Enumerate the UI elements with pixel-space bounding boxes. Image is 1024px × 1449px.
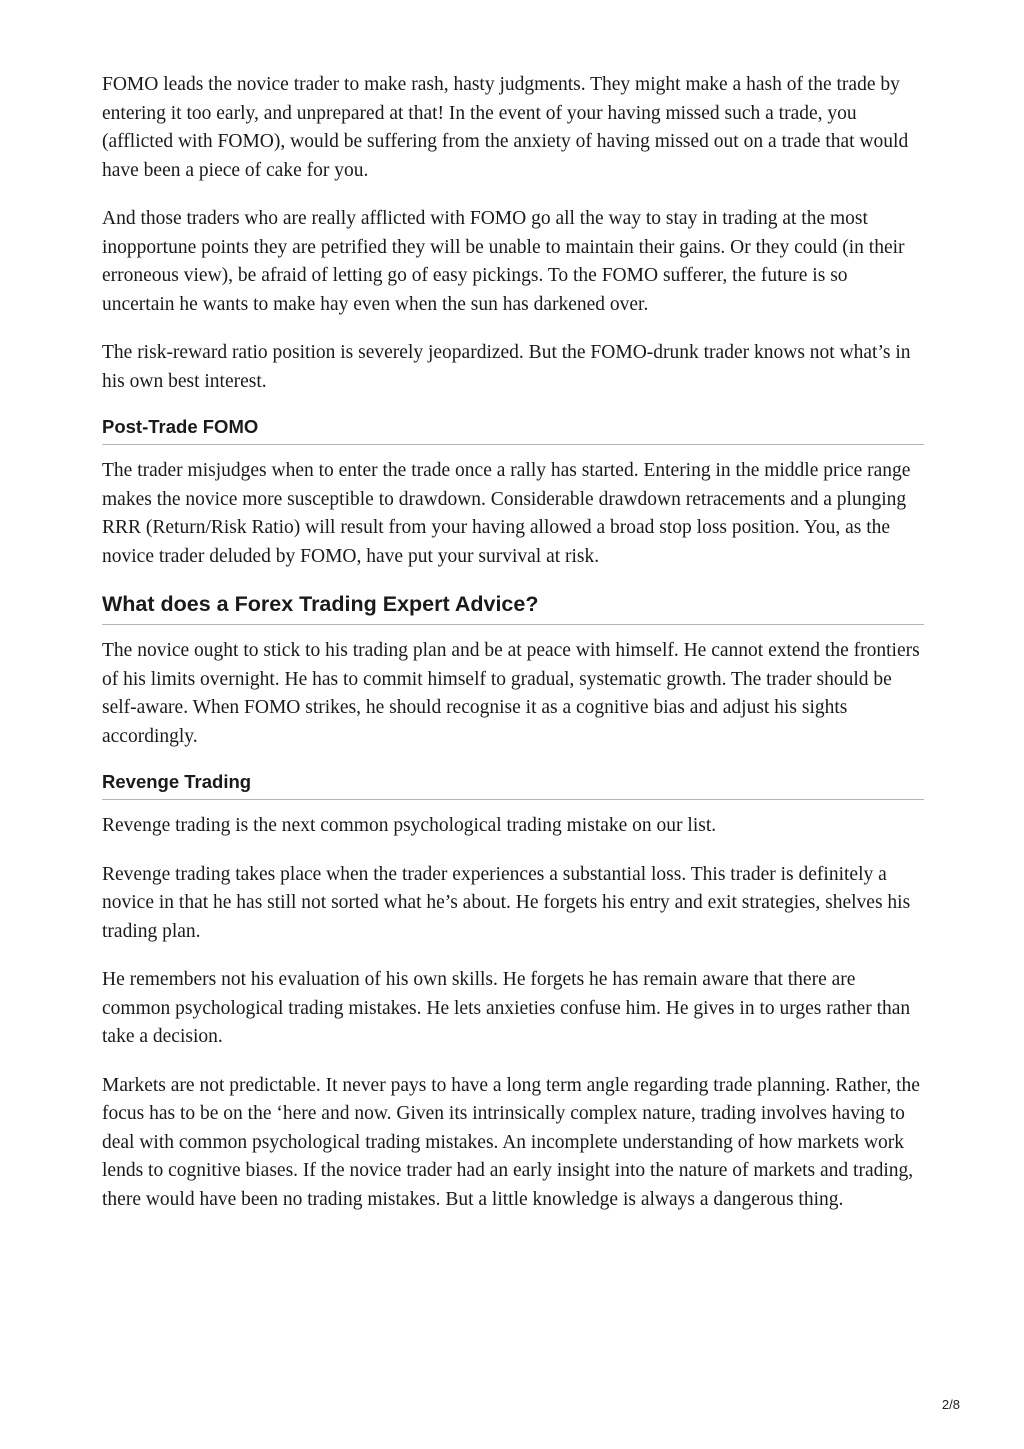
paragraph: Revenge trading is the next common psychological trading mistake on our list. <box>102 815 717 836</box>
paragraph: The trader misjudges when to enter the trade once a rally has started. Entering in the middle price range makes the novice more susceptible to drawdown. Considerable drawdown retracements and a plunging RRR (Return/Risk Ratio) will result from your having allowed a broad stop loss position. You, as the novice trader deluded by FOMO, have put your survival at risk. <box>102 460 911 567</box>
paragraph: Markets are not predictable. It never pays to have a long term angle regarding trade planning. Rather, the focus has to be on the ‘here and now. Given its intrinsically complex nature, trading involves having to deal with common psychological trading mistakes. An incomplete understanding of how markets work lends to cognitive biases. If the novice trader had an early insight into the nature of markets and trading, there would have been no trading mistakes. But a little knowledge is always a dangerous thing. <box>102 1074 920 1210</box>
paragraph: He remembers not his evaluation of his own skills. He forgets he has remain aware that there are common psychological trading mistakes. He lets anxieties confuse him. He gives in to urges rather than take a decision. <box>102 969 911 1047</box>
paragraph: And those traders who are really afflicted with FOMO go all the way to stay in trading at the most inopportune points they are petrified they will be unable to maintain their gains. Or they could (in their erroneous view), be afraid of letting go of easy pickings. To the FOMO sufferer, the future is so uncertain he wants to make hay even when the sun has darkened over. <box>102 208 905 315</box>
paragraph: FOMO leads the novice trader to make rash, hasty judgments. They might make a hash of the trade by entering it too early, and unprepared at that! In the event of your having missed such a trade, you (afflicted with FOMO), would be suffering from the anxiety of having missed out on a trade that would have been a piece of cake for you. <box>102 74 909 181</box>
page-number: 2/8 <box>941 1397 960 1412</box>
section-heading-post-trade-fomo: Post-Trade FOMO <box>102 416 924 445</box>
article-body <box>102 71 924 1234</box>
section-heading-revenge-trading: Revenge Trading <box>102 771 924 800</box>
paragraph: The risk-reward ratio position is severely jeopardized. But the FOMO-drunk trader knows not what’s in his own best interest. <box>102 342 911 392</box>
paragraph: Revenge trading takes place when the trader experiences a substantial loss. This trader is definitely a novice in that he has still not sorted what he’s about. He forgets his entry and exit strategies, shelves his trading plan. <box>102 863 911 942</box>
paragraph: The novice ought to stick to his trading plan and be at peace with himself. He cannot extend the frontiers of his limits overnight. He has to commit himself to gradual, systematic growth. The trader should be self-aware. When FOMO strikes, he should recognise it as a cognitive bias and adjust his sights accordingly. <box>102 640 920 747</box>
section-heading-expert-advice: What does a Forex Trading Expert Advice? <box>102 591 924 625</box>
